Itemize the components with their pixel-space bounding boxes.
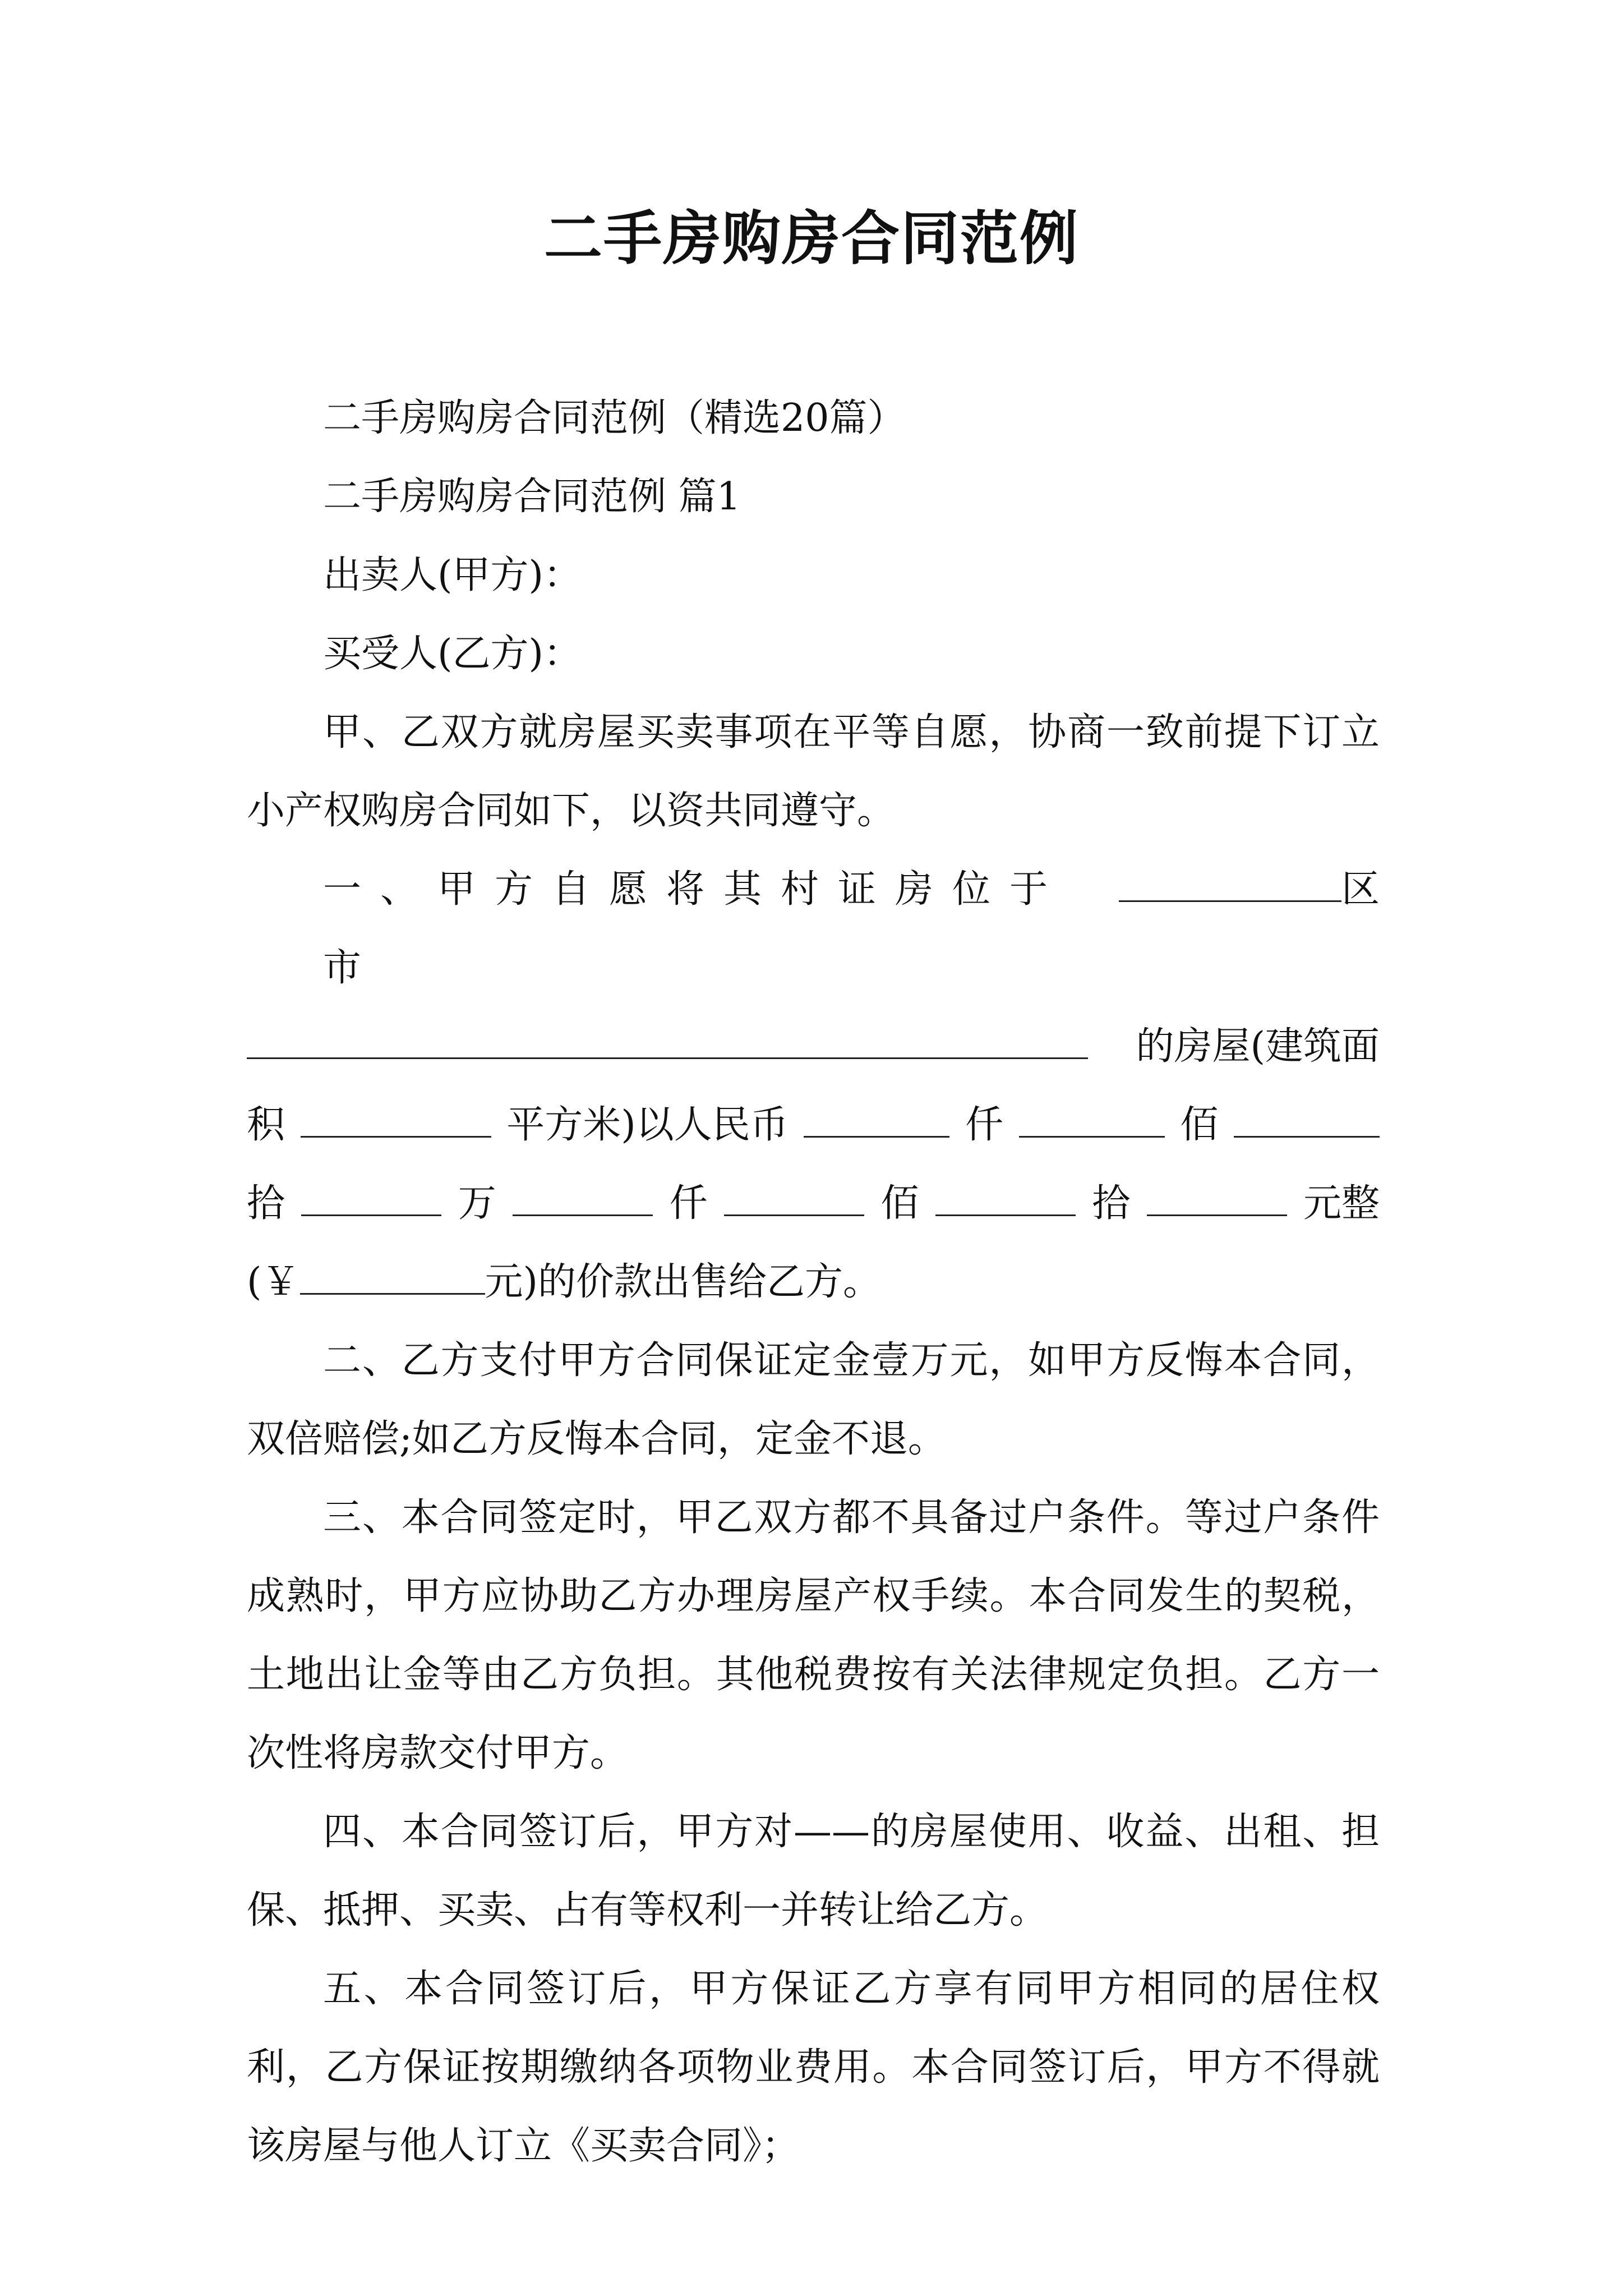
unit-shi-2: 拾: [1092, 1181, 1131, 1226]
unit-qian-1: 仟: [965, 1103, 1004, 1147]
bai-blank-2[interactable]: [724, 1175, 864, 1216]
unit-bai-1: 佰: [1180, 1103, 1219, 1147]
unit-bai-2: 佰: [880, 1181, 919, 1226]
clause-1: [247, 850, 1380, 1322]
yuan-blank[interactable]: [1147, 1175, 1287, 1216]
clause-1-line-3: [247, 1086, 1380, 1165]
clause-1-line-5: [247, 1243, 1380, 1322]
bai-blank[interactable]: [1019, 1097, 1165, 1138]
wan-blank[interactable]: [301, 1175, 441, 1216]
clause-2: 二、乙方支付甲方合同保证定金壹万元，如甲方反悔本合同，双倍赔偿;如乙方反悔本合同，定金不退。: [247, 1338, 1380, 1461]
qian-blank[interactable]: [804, 1097, 949, 1138]
unit-yuan: 元整: [1303, 1181, 1380, 1226]
clause-5: 五、本合同签订后，甲方保证乙方享有同甲方相同的居住权利，乙方保证按期缴纳各项物业费用。本合同签订后，甲方不得就该房屋与他人订立《买卖合同》；: [247, 1967, 1380, 2168]
clause-1-text-g: 元)的价款出售给乙方。: [485, 1260, 882, 1304]
unit-qian-2: 仟: [669, 1181, 708, 1226]
clause-4: 四、本合同签订后，甲方对——的房屋使用、收益、出租、担保、抵押、买卖、占有等权利一并转让给乙方。: [247, 1810, 1380, 1932]
address-blank[interactable]: [247, 1018, 1088, 1059]
clause-1-text-c: 的房屋(建筑面: [1136, 1024, 1380, 1069]
amount-numeric-blank[interactable]: [300, 1254, 485, 1295]
document-body: [247, 379, 1380, 2185]
clause-1-line-4: [247, 1165, 1380, 1243]
seller-line: 出卖人(甲方)：: [323, 553, 582, 597]
clause-1-line-1: [247, 850, 1380, 1007]
clause-1-line-2: [247, 1007, 1380, 1086]
clause-3: 三、本合同签定时，甲乙双方都不具备过户条件。等过户条件成熟时，甲方应协助乙方办理房屋产权手续。本合同发生的契税，土地出让金等由乙方负担。其他税费按有关法律规定负担。乙方一次性将房款交付甲方。: [247, 1496, 1380, 1775]
clause-1-text-d: 积: [247, 1103, 285, 1147]
unit-shi-1: 拾: [247, 1181, 285, 1226]
buyer-line: 买受人(乙方)：: [323, 632, 582, 676]
clause-1-text-f: (￥: [247, 1260, 300, 1304]
shi-blank-2[interactable]: [935, 1175, 1076, 1216]
subtitle-paragraph: 二手房购房合同范例（精选20篇）: [323, 396, 906, 440]
clause-1-text-a: 一、甲方自愿将其村证房位于市: [323, 867, 1067, 990]
intro-paragraph: 甲、乙双方就房屋买卖事项在平等自愿，协商一致前提下订立小产权购房合同如下，以资共同遵守。: [247, 710, 1380, 833]
area-blank[interactable]: [301, 1097, 491, 1138]
unit-wan: 万: [458, 1181, 496, 1226]
qian-blank-2[interactable]: [513, 1175, 653, 1216]
chapter-heading: 二手房购房合同范例 篇1: [323, 475, 741, 519]
clause-1-text-e: 平方米)以人民币: [506, 1103, 789, 1147]
city-blank[interactable]: [1119, 861, 1341, 902]
clause-1-text-b: 区: [1341, 867, 1380, 912]
shi-blank-start[interactable]: [1234, 1097, 1380, 1138]
document-title: 二手房购房合同范例: [543, 204, 1079, 273]
